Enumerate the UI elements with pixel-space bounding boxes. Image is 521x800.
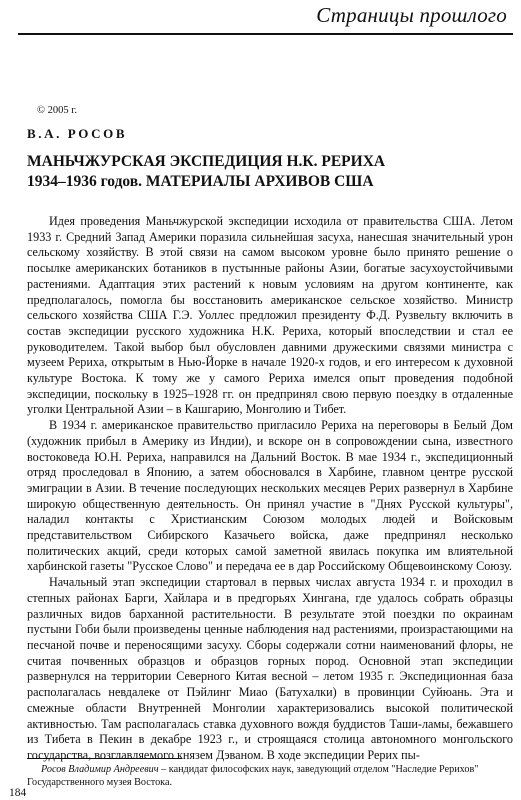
author-name: В.А. РОСОВ [27,126,128,141]
footnote-text: – кандидат философских наук, заведующий отделом "Наследие Рерихов" Государственного музея Востока. [27,764,479,788]
page-number: 184 [9,787,27,799]
footnote-author-name: Росов Владимир Андреевич [41,764,159,775]
article-title [27,152,507,192]
article-title-line-2: 1934–1936 годов. МАТЕРИАЛЫ АРХИВОВ США [27,173,374,190]
copyright-line: © 2005 г. [37,105,77,116]
body-paragraph-3: Начальный этап экспедиции стартовал в первых числах августа 1934 г. и проходил в степных районах Барги, Хайлара и в предгорьях Хингана, где удалось собрать образцы различных видов барханной растительности. В результате этой поездки по окраинам пустыни Гоби были произведены ценные наблюдения над растениями, произрастающими на песчаной почве и переносящими засуху. Сборы содержали сотни наименований флоры, не считая почвенных образцов и образцов горных пород. Основной этап экспедиции развернулся на территории Северного Китая весной – летом 1935 г. Экспедиционная база располагалась невдалеке от Пэйлинг Миао (Батухалки) в провинции Суйюань. Эта и смежные области Внутренней Монголии характеризовались высокой политической активностью. Там располагалась ставка духовного вождя буддистов Таши-ламы, бежавшего из Тибета в Пекин в декабре 1923 г., и строящаяся столица автономного монгольского государства, возглавляемого князем Дэваном. В ходе экспедиции Рерих пы- [27,575,513,762]
running-head [18,0,513,35]
body-paragraph-1: Идея проведения Маньчжурской экспедиции исходила от правительства США. Летом 1933 г. Средний Запад Америки поразила сильнейшая засуха, нанесшая значительный урон сельскому хозяйству. В этой связи на самом высоком уровне было принято решение о посылке американских ботаников в пустынные районы Азии, богатые засухоустойчивыми растениями. Адаптация этих растений к новым условиям на другом континенте, как предполагалось, помогла бы восстановить американское сельское хозяйство. Министр сельского хозяйства США Г.Э. Уоллес предложил президенту Ф.Д. Рузвельту включить в состав экспедиции русского художника Н.К. Рериха, который впоследствии и стал ее руководителем. Такой выбор был обусловлен давними дружескими связями министра с музеем Рериха, открытым в Нью-Йорке в начале 1920-х годов, и его интересом к духовной культуре Востока. К тому же у самого Рериха имелся опыт проведения подобной экспедиции, поскольку в 1925–1928 гг. он предпринял свою первую поездку в отдаленные уголки Центральной Азии – в Кашгарию, Монголию и Тибет. [27,214,513,417]
author-footnote [27,763,513,789]
body-paragraph-2: В 1934 г. американское правительство пригласило Рериха на переговоры в Белый Дом (художник прибыл в Америку из Индии), и вскоре он в сопровождении сына, известного востоковеда Ю.Н. Рериха, направился на Дальний Восток. В мае 1934 г., экспедиционный отряд проследовал в Японию, а затем обосновался в Харбине, главном центре русской эмиграции в Азии. В течение последующих нескольких месяцев Рерих развернул в Харбине широкую общественную деятельность. Он принял участие в "Днях Русской культуры", наладил контакты с Христианским Союзом молодых людей и Войсковым представительством Сибирского Казачьего войска, даже предпринял несколько политических акций, среди которых самой заметной явилась покупка им влиятельной харбинской газеты "Русское Слово" и передача ее в дар Российскому Общевоинскому Союзу. [27,418,513,574]
section-title: Страницы прошлого [316,3,507,27]
footnote-divider [27,758,182,759]
article-title-line-1: МАНЬЧЖУРСКАЯ ЭКСПЕДИЦИЯ Н.К. РЕРИХА [27,153,386,170]
article-body [27,214,513,764]
